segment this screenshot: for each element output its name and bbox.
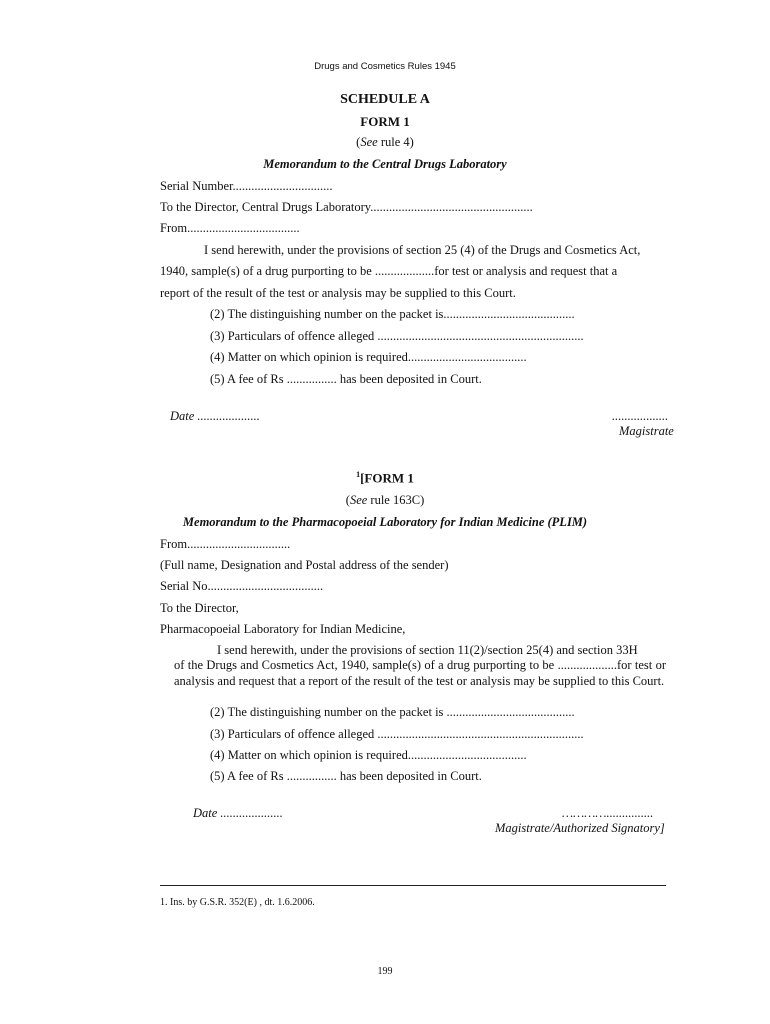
form-b-serial: Serial No.....................................	[160, 579, 324, 593]
form-b-to: To the Director,	[160, 601, 239, 615]
form-a-para-line2: 1940, sample(s) of a drug purporting to be ...................for test or analysis and request that a	[160, 264, 618, 278]
form-a-title: FORM 1	[360, 114, 410, 129]
rule-ref-text: rule 4)	[377, 135, 414, 149]
form-b-signature-label: Magistrate/Authorized Signatory]	[495, 821, 665, 835]
form-b-item-2: (2) The distinguishing number on the packet is .........................................	[210, 705, 575, 719]
form-b-title	[0, 470, 770, 486]
form-b-item-4: (4) Matter on which opinion is required......................................	[210, 748, 527, 762]
form-a-para-line3: report of the result of the test or analysis may be supplied to this Court.	[160, 286, 516, 300]
form-a-para-line1: I send herewith, under the provisions of section 25 (4) of the Drugs and Cosmetics Act,	[204, 243, 641, 257]
form-a-item-2: (2) The distinguishing number on the packet is..........................................	[210, 307, 575, 321]
form-a-memo-title: Memorandum to the Central Drugs Laboratory	[263, 157, 507, 171]
form-b-para-rest: of the Drugs and Cosmetics Act, 1940, sample(s) of a drug purporting to be ...................for test or analysis and request that a report of the result of the test or analysis may be supplied to this Court.	[174, 658, 666, 688]
form-b-title-text: [FORM 1	[360, 470, 414, 486]
form-a-to: To the Director, Central Drugs Laboratory....................................................	[160, 200, 533, 214]
form-b-from-note: (Full name, Designation and Postal address of the sender)	[160, 558, 449, 572]
form-b-date: Date ....................	[193, 806, 283, 820]
footnote-divider	[160, 885, 666, 886]
form-a-item-3: (3) Particulars of offence alleged ..................................................................	[210, 329, 584, 343]
form-b-item-3: (3) Particulars of offence alleged ..................................................................	[210, 727, 584, 741]
form-a-serial: Serial Number................................	[160, 179, 333, 193]
form-b-memo-title: Memorandum to the Pharmacopoeial Laboratory for Indian Medicine (PLIM)	[182, 515, 588, 529]
footnote-mark: 1	[356, 470, 361, 479]
form-a-signature-label: Magistrate	[619, 424, 674, 438]
see-label: See	[349, 493, 368, 507]
form-b-signature-line: …………...............	[562, 806, 654, 820]
form-a-item-4: (4) Matter on which opinion is required......................................	[210, 350, 527, 364]
form-a-item-5: (5) A fee of Rs ................ has been deposited in Court.	[210, 372, 482, 386]
form-a-from: From....................................	[160, 221, 300, 235]
running-header: Drugs and Cosmetics Rules 1945	[314, 61, 456, 72]
form-b-para-first: I send herewith, under the provisions of section 11(2)/section 25(4) and section 33H	[217, 643, 638, 657]
form-b-lab: Pharmacopoeial Laboratory for Indian Medicine,	[160, 622, 406, 636]
form-b-rule-ref: (See rule 163C)	[345, 493, 425, 507]
schedule-title: SCHEDULE A	[340, 92, 430, 107]
form-a-rule-ref: (See rule 4)	[356, 135, 414, 149]
form-a-date: Date ....................	[170, 409, 260, 423]
rule-ref-text: rule 163C)	[367, 493, 425, 507]
form-a-signature-line: ..................	[612, 409, 669, 423]
page-number: 199	[377, 966, 393, 977]
form-b-item-5: (5) A fee of Rs ................ has been deposited in Court.	[210, 769, 482, 783]
footnote: 1. Ins. by G.S.R. 352(E) , dt. 1.6.2006.	[160, 897, 315, 908]
form-b-from: From.................................	[160, 537, 291, 551]
see-label: See	[360, 135, 378, 149]
